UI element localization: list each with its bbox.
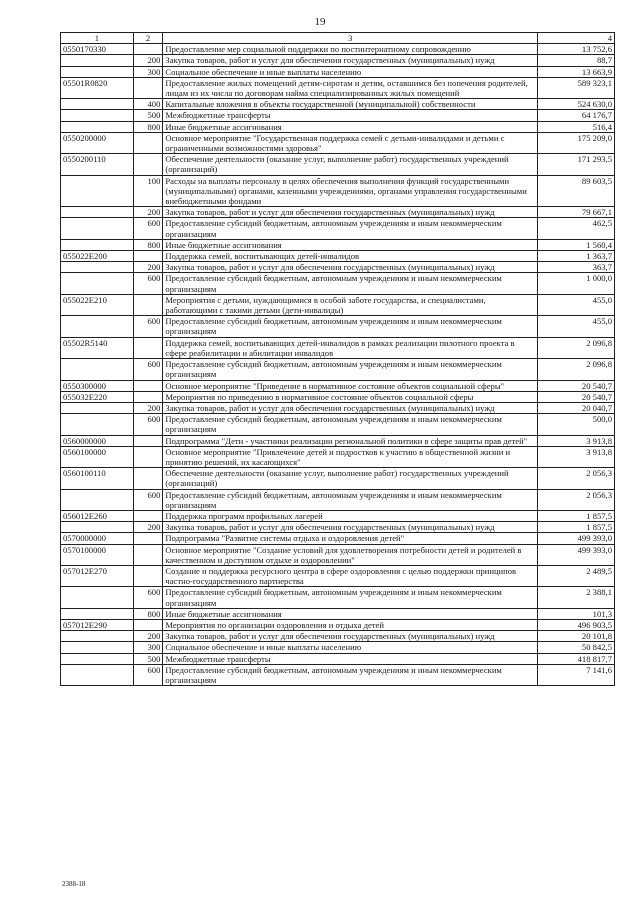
row-amount: 524 630,0 bbox=[538, 99, 615, 110]
row-name: Межбюджетные трансферты bbox=[163, 653, 538, 664]
table-row bbox=[61, 587, 615, 608]
table-row bbox=[61, 468, 615, 489]
table-row bbox=[61, 653, 615, 664]
row-name: Закупка товаров, работ и услуг для обеспечения государственных (муниципальных) нужд bbox=[163, 207, 538, 218]
row-expense-type: 200 bbox=[133, 207, 163, 218]
row-code bbox=[61, 653, 134, 664]
row-expense-type: 600 bbox=[133, 273, 163, 294]
table-row bbox=[61, 337, 615, 358]
row-name: Иные бюджетные ассигнования bbox=[163, 121, 538, 132]
row-code bbox=[61, 110, 134, 121]
row-name: Закупка товаров, работ и услуг для обеспечения государственных (муниципальных) нужд bbox=[163, 522, 538, 533]
row-amount: 175 209,0 bbox=[538, 132, 615, 153]
header-col-2: 2 bbox=[133, 33, 163, 44]
table-row bbox=[61, 44, 615, 55]
row-code: 057012E290 bbox=[61, 619, 134, 630]
row-name: Основное мероприятие "Государственная поддержка семей с детьми-инвалидами и детьми с ограниченными возможностями здоровья" bbox=[163, 132, 538, 153]
row-amount: 455,0 bbox=[538, 316, 615, 337]
row-amount: 13 663,9 bbox=[538, 66, 615, 77]
table-row bbox=[61, 619, 615, 630]
row-name: Предоставление субсидий бюджетным, автономным учреждениям и иным некоммерческим организациям bbox=[163, 414, 538, 435]
row-code bbox=[61, 66, 134, 77]
row-code: 05502R5140 bbox=[61, 337, 134, 358]
row-name: Закупка товаров, работ и услуг для обеспечения государственных (муниципальных) нужд bbox=[163, 262, 538, 273]
table-row bbox=[61, 99, 615, 110]
row-name: Предоставление субсидий бюджетным, автономным учреждениям и иным некоммерческим организациям bbox=[163, 316, 538, 337]
row-name: Обеспечение деятельности (оказание услуг, выполнение работ) государственных учреждений (организаций) bbox=[163, 154, 538, 175]
table-row bbox=[61, 132, 615, 153]
row-code bbox=[61, 99, 134, 110]
row-name: Расходы на выплаты персоналу в целях обеспечения выполнения функций государственными (муниципальными) органами, казенными учреждениями, органами управления государственными внебюджетными фондами bbox=[163, 175, 538, 207]
table-row bbox=[61, 77, 615, 98]
row-expense-type: 800 bbox=[133, 121, 163, 132]
row-name: Капитальные вложения в объекты государственной (муниципальной) собственности bbox=[163, 99, 538, 110]
table-body bbox=[61, 44, 615, 686]
table-row bbox=[61, 489, 615, 510]
row-code: 0550200110 bbox=[61, 154, 134, 175]
row-expense-type: 500 bbox=[133, 653, 163, 664]
row-expense-type bbox=[133, 132, 163, 153]
header-col-3: 3 bbox=[163, 33, 538, 44]
row-code bbox=[61, 642, 134, 653]
row-name: Поддержка семей, воспитывающих детей-инвалидов bbox=[163, 251, 538, 262]
row-expense-type bbox=[133, 77, 163, 98]
row-amount: 496 903,5 bbox=[538, 619, 615, 630]
header-col-4: 4 bbox=[538, 33, 615, 44]
row-name: Предоставление субсидий бюджетным, автономным учреждениям и иным некоммерческим организациям bbox=[163, 489, 538, 510]
row-amount: 13 752,6 bbox=[538, 44, 615, 55]
row-code: 05501R0820 bbox=[61, 77, 134, 98]
row-amount: 89 603,5 bbox=[538, 175, 615, 207]
row-code bbox=[61, 239, 134, 250]
row-amount: 500,0 bbox=[538, 414, 615, 435]
row-amount: 20 040,7 bbox=[538, 402, 615, 413]
row-amount: 101,3 bbox=[538, 608, 615, 619]
row-name: Закупка товаров, работ и услуг для обеспечения государственных (муниципальных) нужд bbox=[163, 402, 538, 413]
row-expense-type: 600 bbox=[133, 359, 163, 380]
row-code: 0570000000 bbox=[61, 533, 134, 544]
row-amount: 3 913,8 bbox=[538, 435, 615, 446]
row-code: 0550300000 bbox=[61, 380, 134, 391]
table-row bbox=[61, 435, 615, 446]
row-code bbox=[61, 631, 134, 642]
row-code bbox=[61, 587, 134, 608]
row-expense-type: 800 bbox=[133, 239, 163, 250]
row-name: Социальное обеспечение и иные выплаты населению bbox=[163, 66, 538, 77]
row-expense-type bbox=[133, 510, 163, 521]
row-name: Подпрограмма "Дети - участники реализации региональной политики в сфере защиты прав детей" bbox=[163, 435, 538, 446]
row-expense-type: 600 bbox=[133, 664, 163, 685]
row-amount: 363,7 bbox=[538, 262, 615, 273]
row-expense-type bbox=[133, 435, 163, 446]
row-code bbox=[61, 218, 134, 239]
row-name: Предоставление субсидий бюджетным, автономным учреждениям и иным некоммерческим организациям bbox=[163, 218, 538, 239]
row-expense-type: 500 bbox=[133, 110, 163, 121]
row-amount: 2 056,3 bbox=[538, 468, 615, 489]
row-expense-type: 300 bbox=[133, 66, 163, 77]
row-code bbox=[61, 121, 134, 132]
table-row bbox=[61, 510, 615, 521]
row-code: 0550200000 bbox=[61, 132, 134, 153]
row-code: 057012E270 bbox=[61, 565, 134, 586]
row-code bbox=[61, 273, 134, 294]
table-row bbox=[61, 608, 615, 619]
row-amount: 1 000,0 bbox=[538, 273, 615, 294]
table-row bbox=[61, 642, 615, 653]
row-name: Иные бюджетные ассигнования bbox=[163, 608, 538, 619]
row-code bbox=[61, 55, 134, 66]
row-expense-type: 600 bbox=[133, 316, 163, 337]
table-row bbox=[61, 239, 615, 250]
row-amount: 1 857,5 bbox=[538, 522, 615, 533]
row-code: 055032E220 bbox=[61, 391, 134, 402]
row-amount: 499 393,0 bbox=[538, 544, 615, 565]
row-name: Предоставление жилых помещений детям-сиротам и детям, оставшимся без попечения родителей, лицам из их числа по договорам найма специализированных жилых помещений bbox=[163, 77, 538, 98]
row-amount: 20 540,7 bbox=[538, 391, 615, 402]
table-row bbox=[61, 251, 615, 262]
row-name: Обеспечение деятельности (оказание услуг, выполнение работ) государственных учреждений (организаций) bbox=[163, 468, 538, 489]
table-row bbox=[61, 262, 615, 273]
row-code bbox=[61, 175, 134, 207]
row-name: Мероприятия по приведению в нормативное состояние объектов социальной сферы bbox=[163, 391, 538, 402]
row-name: Мероприятия с детьми, нуждающимися в особой заботе государства, и специалистами, работающими с такими детьми (дети-инвалиды) bbox=[163, 294, 538, 315]
table-row bbox=[61, 522, 615, 533]
row-code: 056012E260 bbox=[61, 510, 134, 521]
row-code bbox=[61, 414, 134, 435]
table-row bbox=[61, 154, 615, 175]
table-row bbox=[61, 544, 615, 565]
row-expense-type bbox=[133, 391, 163, 402]
budget-table bbox=[60, 32, 615, 686]
row-expense-type bbox=[133, 619, 163, 630]
row-expense-type bbox=[133, 446, 163, 467]
row-amount: 418 817,7 bbox=[538, 653, 615, 664]
row-code: 055022E210 bbox=[61, 294, 134, 315]
row-name: Предоставление субсидий бюджетным, автономным учреждениям и иным некоммерческим организациям bbox=[163, 664, 538, 685]
row-expense-type: 200 bbox=[133, 402, 163, 413]
row-expense-type: 600 bbox=[133, 489, 163, 510]
row-expense-type: 200 bbox=[133, 631, 163, 642]
row-expense-type: 100 bbox=[133, 175, 163, 207]
table-row bbox=[61, 664, 615, 685]
header-col-1: 1 bbox=[61, 33, 134, 44]
row-amount: 79 667,1 bbox=[538, 207, 615, 218]
table-row bbox=[61, 391, 615, 402]
row-amount: 455,0 bbox=[538, 294, 615, 315]
row-amount: 2 388,1 bbox=[538, 587, 615, 608]
row-name: Иные бюджетные ассигнования bbox=[163, 239, 538, 250]
row-expense-type bbox=[133, 565, 163, 586]
row-code: 0560100000 bbox=[61, 446, 134, 467]
row-expense-type: 400 bbox=[133, 99, 163, 110]
row-amount: 2 056,3 bbox=[538, 489, 615, 510]
row-code bbox=[61, 316, 134, 337]
row-amount: 2 096,8 bbox=[538, 359, 615, 380]
row-code bbox=[61, 262, 134, 273]
row-expense-type: 800 bbox=[133, 608, 163, 619]
row-name: Мероприятия по организации оздоровления и отдыха детей bbox=[163, 619, 538, 630]
row-code: 0560000000 bbox=[61, 435, 134, 446]
page-number: 19 bbox=[314, 16, 326, 28]
row-expense-type: 300 bbox=[133, 642, 163, 653]
table-row bbox=[61, 110, 615, 121]
row-name: Основное мероприятие "Приведение в нормативное состояние объектов социальной сферы" bbox=[163, 380, 538, 391]
row-code bbox=[61, 664, 134, 685]
row-expense-type bbox=[133, 380, 163, 391]
row-amount: 88,7 bbox=[538, 55, 615, 66]
row-name: Основное мероприятие "Привлечение детей и подростков к участию в общественной жизни и принятию решений, их касающихся" bbox=[163, 446, 538, 467]
row-amount: 50 842,5 bbox=[538, 642, 615, 653]
row-amount: 499 393,0 bbox=[538, 533, 615, 544]
row-expense-type: 600 bbox=[133, 218, 163, 239]
row-amount: 171 293,5 bbox=[538, 154, 615, 175]
row-name: Поддержка программ профильных лагерей bbox=[163, 510, 538, 521]
row-name: Предоставление субсидий бюджетным, автономным учреждениям и иным некоммерческим организациям bbox=[163, 359, 538, 380]
row-expense-type: 200 bbox=[133, 55, 163, 66]
row-name: Создание и поддержка ресурсного центра в сфере оздоровления с целью поддержки принципов частно-государственного партнерства bbox=[163, 565, 538, 586]
table-row bbox=[61, 402, 615, 413]
row-code bbox=[61, 608, 134, 619]
row-expense-type bbox=[133, 468, 163, 489]
table-row bbox=[61, 380, 615, 391]
table-row bbox=[61, 218, 615, 239]
table-row bbox=[61, 273, 615, 294]
table-row bbox=[61, 414, 615, 435]
table-row bbox=[61, 533, 615, 544]
row-expense-type bbox=[133, 337, 163, 358]
table-row bbox=[61, 207, 615, 218]
row-expense-type bbox=[133, 544, 163, 565]
row-amount: 516,4 bbox=[538, 121, 615, 132]
row-code: 0550170330 bbox=[61, 44, 134, 55]
header-row bbox=[61, 33, 615, 44]
row-code: 0570100000 bbox=[61, 544, 134, 565]
row-amount: 1 560,4 bbox=[538, 239, 615, 250]
row-expense-type: 600 bbox=[133, 587, 163, 608]
row-expense-type bbox=[133, 154, 163, 175]
row-expense-type: 600 bbox=[133, 414, 163, 435]
row-amount: 7 141,6 bbox=[538, 664, 615, 685]
row-amount: 2 096,8 bbox=[538, 337, 615, 358]
document-code: 2388-18 bbox=[62, 880, 86, 888]
table-row bbox=[61, 66, 615, 77]
row-amount: 20 540,7 bbox=[538, 380, 615, 391]
table-row bbox=[61, 175, 615, 207]
row-amount: 20 101,8 bbox=[538, 631, 615, 642]
table-row bbox=[61, 565, 615, 586]
row-expense-type bbox=[133, 44, 163, 55]
table-row bbox=[61, 55, 615, 66]
row-name: Закупка товаров, работ и услуг для обеспечения государственных (муниципальных) нужд bbox=[163, 55, 538, 66]
row-expense-type bbox=[133, 294, 163, 315]
row-expense-type bbox=[133, 533, 163, 544]
row-name: Предоставление субсидий бюджетным, автономным учреждениям и иным некоммерческим организациям bbox=[163, 273, 538, 294]
row-expense-type: 200 bbox=[133, 522, 163, 533]
row-expense-type: 200 bbox=[133, 262, 163, 273]
table-row bbox=[61, 316, 615, 337]
row-code bbox=[61, 402, 134, 413]
table-header bbox=[61, 33, 615, 44]
row-amount: 1 363,7 bbox=[538, 251, 615, 262]
row-name: Закупка товаров, работ и услуг для обеспечения государственных (муниципальных) нужд bbox=[163, 631, 538, 642]
row-name: Предоставление субсидий бюджетным, автономным учреждениям и иным некоммерческим организациям bbox=[163, 587, 538, 608]
row-amount: 589 323,1 bbox=[538, 77, 615, 98]
table-row bbox=[61, 121, 615, 132]
row-amount: 1 857,5 bbox=[538, 510, 615, 521]
row-amount: 462,5 bbox=[538, 218, 615, 239]
row-name: Поддержка семей, воспитывающих детей-инвалидов в рамках реализации пилотного проекта в сфере реабилитации и абилитации инвалидов bbox=[163, 337, 538, 358]
row-name: Основное мероприятие "Создание условий для удовлетворения потребности детей и родителей в качественном и доступном отдыхе и оздоровлении" bbox=[163, 544, 538, 565]
row-name: Предоставление мер социальной поддержки по постинтернатному сопровождению bbox=[163, 44, 538, 55]
row-name: Социальное обеспечение и иные выплаты населению bbox=[163, 642, 538, 653]
row-amount: 3 913,8 bbox=[538, 446, 615, 467]
row-amount: 64 176,7 bbox=[538, 110, 615, 121]
row-code: 055022E200 bbox=[61, 251, 134, 262]
row-name: Межбюджетные трансферты bbox=[163, 110, 538, 121]
row-code: 0560100110 bbox=[61, 468, 134, 489]
table-row bbox=[61, 294, 615, 315]
row-name: Подпрограмма "Развитие системы отдыха и оздоровления детей" bbox=[163, 533, 538, 544]
row-code bbox=[61, 489, 134, 510]
row-amount: 2 489,5 bbox=[538, 565, 615, 586]
table-row bbox=[61, 446, 615, 467]
row-code bbox=[61, 359, 134, 380]
row-code bbox=[61, 207, 134, 218]
table-row bbox=[61, 631, 615, 642]
row-code bbox=[61, 522, 134, 533]
table-row bbox=[61, 359, 615, 380]
row-expense-type bbox=[133, 251, 163, 262]
